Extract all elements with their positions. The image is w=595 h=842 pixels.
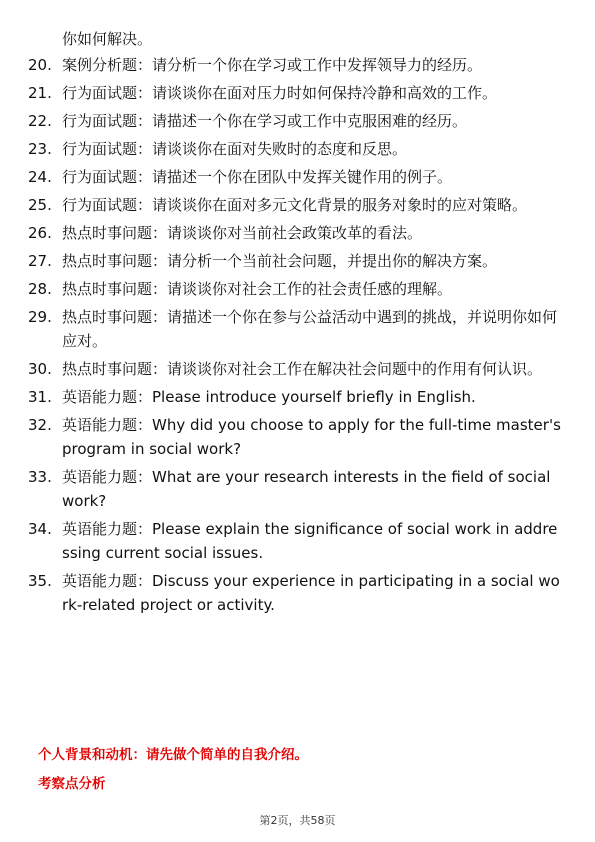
sub-heading: 考察点分析 <box>38 776 106 792</box>
question-number: 29. <box>28 308 52 326</box>
question-item <box>0 569 595 617</box>
question-text: 行为面试题：请描述一个你在学习或工作中克服困难的经历。 <box>62 112 468 130</box>
page-footer: 第2页，共58页 <box>259 814 336 827</box>
question-item <box>0 137 595 161</box>
question-text: 热点时事问题：请分析一个当前社会问题，并提出你的解决方案。 <box>62 252 498 270</box>
question-item <box>0 305 595 353</box>
question-item <box>0 109 595 133</box>
question-number: 24. <box>28 168 52 186</box>
question-item <box>0 465 595 513</box>
question-text: 热点时事问题：请谈谈你对社会工作的社会责任感的理解。 <box>62 280 453 298</box>
question-text: 热点时事问题：请谈谈你对当前社会政策改革的看法。 <box>62 224 423 242</box>
question-text: 英语能力题：Discuss your experience in participating in a social work-related project or activity. <box>62 572 560 614</box>
question-item <box>0 357 595 381</box>
question-item <box>0 249 595 273</box>
continuation-line: 你如何解决。 <box>62 30 153 48</box>
question-text: 案例分析题：请分析一个你在学习或工作中发挥领导力的经历。 <box>62 56 483 74</box>
section-heading: 个人背景和动机：请先做个简单的自我介绍。 <box>38 747 308 763</box>
question-list <box>0 53 595 621</box>
question-number: 32. <box>28 416 52 434</box>
question-number: 23. <box>28 140 52 158</box>
question-number: 26. <box>28 224 52 242</box>
question-item <box>0 193 595 217</box>
question-text: 行为面试题：请谈谈你在面对压力时如何保持冷静和高效的工作。 <box>62 84 498 102</box>
question-number: 30. <box>28 360 52 378</box>
question-number: 34. <box>28 520 52 538</box>
question-number: 35. <box>28 572 52 590</box>
question-text: 热点时事问题：请描述一个你在参与公益活动中遇到的挑战，并说明你如何应对。 <box>62 308 558 350</box>
question-text: 热点时事问题：请谈谈你对社会工作在解决社会问题中的作用有何认识。 <box>62 360 543 378</box>
question-number: 33. <box>28 468 52 486</box>
question-item <box>0 517 595 565</box>
question-item <box>0 53 595 77</box>
question-number: 22. <box>28 112 52 130</box>
question-number: 25. <box>28 196 52 214</box>
question-number: 31. <box>28 388 52 406</box>
question-text: 英语能力题：Please explain the significance of social work in addressing current social issues. <box>62 520 558 562</box>
question-text: 英语能力题：What are your research interests in the field of social work? <box>62 468 551 510</box>
question-number: 21. <box>28 84 52 102</box>
question-text: 行为面试题：请谈谈你在面对多元文化背景的服务对象时的应对策略。 <box>62 196 528 214</box>
question-item <box>0 165 595 189</box>
question-text: 行为面试题：请描述一个你在团队中发挥关键作用的例子。 <box>62 168 453 186</box>
question-text: 英语能力题：Please introduce yourself briefly in English. <box>62 388 476 406</box>
question-text: 英语能力题：Why did you choose to apply for the full-time master's program in social work? <box>62 416 561 458</box>
question-item <box>0 413 595 461</box>
question-text: 行为面试题：请谈谈你在面对失败时的态度和反思。 <box>62 140 408 158</box>
question-number: 20. <box>28 56 52 74</box>
question-item <box>0 221 595 245</box>
question-item <box>0 81 595 105</box>
question-number: 28. <box>28 280 52 298</box>
question-item <box>0 385 595 409</box>
question-number: 27. <box>28 252 52 270</box>
question-item <box>0 277 595 301</box>
